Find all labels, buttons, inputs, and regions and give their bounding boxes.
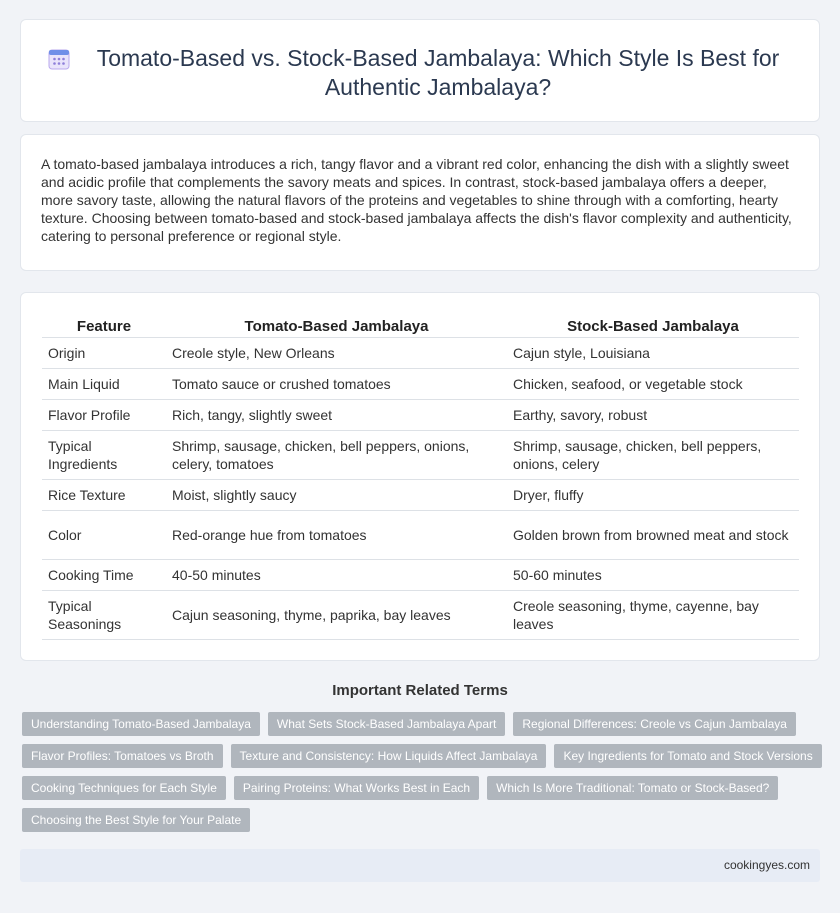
related-tag[interactable]: Key Ingredients for Tomato and Stock Versions bbox=[554, 744, 821, 768]
row-feature: Typical Seasonings bbox=[42, 591, 166, 640]
row-tomato: Cajun seasoning, thyme, paprika, bay leaves bbox=[166, 591, 507, 640]
comparison-table bbox=[42, 315, 799, 640]
table-row bbox=[42, 431, 799, 480]
row-stock: Dryer, fluffy bbox=[507, 480, 799, 511]
related-tag[interactable]: Choosing the Best Style for Your Palate bbox=[22, 808, 250, 832]
related-tag[interactable]: Pairing Proteins: What Works Best in Each bbox=[234, 776, 479, 800]
row-tomato: Shrimp, sausage, chicken, bell peppers, onions, celery, tomatoes bbox=[166, 431, 507, 480]
related-terms-list bbox=[22, 712, 822, 832]
row-tomato: Rich, tangy, slightly sweet bbox=[166, 400, 507, 431]
table-row bbox=[42, 591, 799, 640]
table-row bbox=[42, 480, 799, 511]
header-feature: Feature bbox=[42, 315, 166, 338]
related-tag[interactable]: Regional Differences: Creole vs Cajun Jambalaya bbox=[513, 712, 796, 736]
row-stock: Earthy, savory, robust bbox=[507, 400, 799, 431]
intro-paragraph: A tomato-based jambalaya introduces a rich, tangy flavor and a vibrant red color, enhancing the dish with a slightly sweet and acidic profile that complements the savory meats and spices. In contrast, stock-based jambalaya offers a deeper, more savory taste, allowing the natural flavors of the proteins and vegetables to shine through with a comforting, hearty texture. Choosing between tomato-based and stock-based jambalaya affects the dish's flavor complexity and authenticity, catering to personal preference or regional style. bbox=[41, 156, 792, 244]
footer-site[interactable]: cookingyes.com bbox=[723, 858, 810, 872]
row-tomato: Tomato sauce or crushed tomatoes bbox=[166, 369, 507, 400]
row-feature: Cooking Time bbox=[42, 560, 166, 591]
related-tag[interactable]: Cooking Techniques for Each Style bbox=[22, 776, 226, 800]
row-feature: Typical Ingredients bbox=[42, 431, 166, 480]
row-tomato: Creole style, New Orleans bbox=[166, 338, 507, 369]
comparison-card bbox=[20, 292, 820, 661]
row-stock: Golden brown from browned meat and stock bbox=[507, 511, 799, 560]
row-tomato: 40-50 minutes bbox=[166, 560, 507, 591]
row-stock: Creole seasoning, thyme, cayenne, bay leaves bbox=[507, 591, 799, 640]
header-stock: Stock-Based Jambalaya bbox=[507, 315, 799, 338]
row-stock: 50-60 minutes bbox=[507, 560, 799, 591]
related-tag[interactable]: Understanding Tomato-Based Jambalaya bbox=[22, 712, 260, 736]
row-tomato: Red-orange hue from tomatoes bbox=[166, 511, 507, 560]
related-tag[interactable]: What Sets Stock-Based Jambalaya Apart bbox=[268, 712, 505, 736]
related-tag[interactable]: Which Is More Traditional: Tomato or Stock-Based? bbox=[487, 776, 778, 800]
row-feature: Origin bbox=[42, 338, 166, 369]
table-row bbox=[42, 560, 799, 591]
row-feature: Flavor Profile bbox=[42, 400, 166, 431]
page-title: Tomato-Based vs. Stock-Based Jambalaya: Which Style Is Best for Authentic Jambalaya? bbox=[96, 45, 780, 100]
row-tomato: Moist, slightly saucy bbox=[166, 480, 507, 511]
related-terms-title: Important Related Terms bbox=[332, 682, 508, 699]
row-feature: Rice Texture bbox=[42, 480, 166, 511]
row-feature: Main Liquid bbox=[42, 369, 166, 400]
header-tomato: Tomato-Based Jambalaya bbox=[166, 315, 507, 338]
related-tag[interactable]: Flavor Profiles: Tomatoes vs Broth bbox=[22, 744, 223, 768]
intro-card bbox=[20, 134, 820, 271]
row-stock: Cajun style, Louisiana bbox=[507, 338, 799, 369]
row-stock: Shrimp, sausage, chicken, bell peppers, onions, celery bbox=[507, 431, 799, 480]
table-row bbox=[42, 511, 799, 560]
table-row bbox=[42, 338, 799, 369]
related-tag[interactable]: Texture and Consistency: How Liquids Affect Jambalaya bbox=[231, 744, 547, 768]
footer bbox=[20, 849, 820, 882]
table-row bbox=[42, 369, 799, 400]
table-header-row bbox=[42, 315, 799, 338]
table-row bbox=[42, 400, 799, 431]
row-feature: Color bbox=[42, 511, 166, 560]
title-card bbox=[20, 19, 820, 122]
row-stock: Chicken, seafood, or vegetable stock bbox=[507, 369, 799, 400]
